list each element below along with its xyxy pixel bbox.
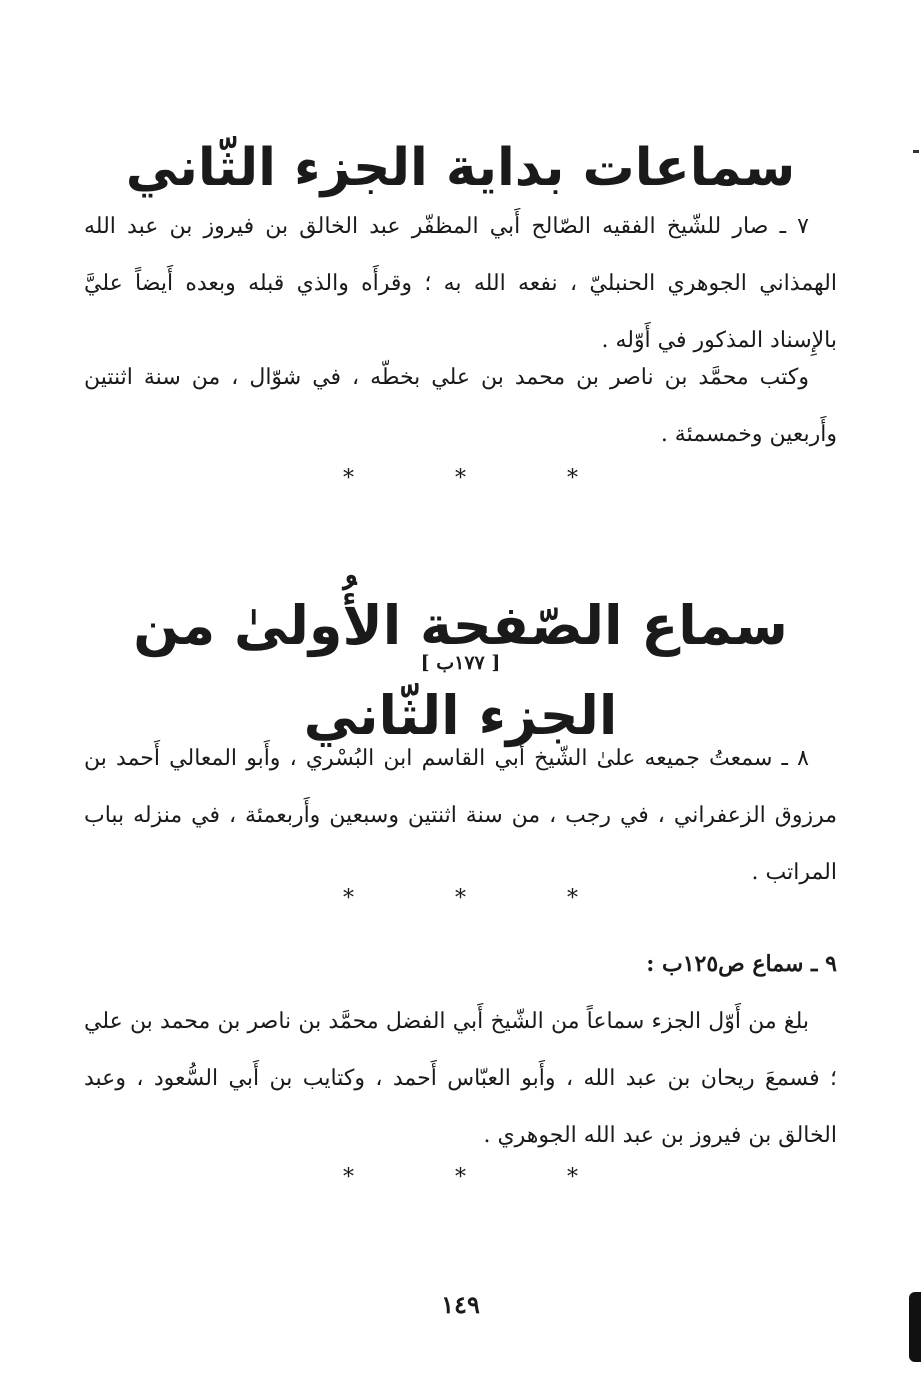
entry-8-text: ٨ ـ سمعتُ جميعه علىٰ الشّيخ أَبي القاسم ابن البُسْري ، وأَبو المعالي أَحمد بن مرزوق الزعفراني ، في رجب ، من سنة اثنتين وسبعين وأَربعمئة ، في منزله بباب المراتب . xyxy=(84,746,837,885)
folio-reference: [ ١٧٧ب ] xyxy=(420,652,501,674)
page-edge-mark xyxy=(909,1292,921,1362)
separator-star: * xyxy=(455,1165,466,1190)
entry-9-label: ٩ ـ سماع ص١٢٥ب : xyxy=(646,951,837,977)
separator-star: * xyxy=(567,466,578,491)
section-heading-1: سماعات بداية الجزء الثّاني xyxy=(125,137,796,198)
writer-note-text: وكتب محمَّد بن ناصر بن محمد بن علي بخطّه ، في شوّال ، من سنة اثنتين وأَربعين وخمسمئة . xyxy=(84,365,837,447)
separator-star: * xyxy=(343,886,354,911)
separator-star: * xyxy=(567,1165,578,1190)
separator-star: * xyxy=(567,886,578,911)
entry-8 xyxy=(84,730,837,901)
separator-stars-1 xyxy=(0,466,921,492)
entry-9 xyxy=(84,936,837,1164)
page-number: ١٤٩ xyxy=(441,1290,480,1319)
separator-star: * xyxy=(455,466,466,491)
separator-stars-3 xyxy=(0,1165,921,1191)
writer-note xyxy=(84,349,837,463)
entry-9-text: بلغ من أَوّل الجزء سماعاً من الشّيخ أَبي الفضل محمَّد بن ناصر بن محمد بن علي ؛ فسمعَ ريحان بن عبد الله ، وأَبو العبّاس أَحمد ، وكتايب بن أَبي السُّعود ، وعبد الخالق بن فيروز بن عبد الله الجوهري . xyxy=(84,1009,837,1148)
separator-star: * xyxy=(455,886,466,911)
separator-stars-2 xyxy=(0,886,921,912)
page-edge-tick xyxy=(913,150,919,153)
separator-star: * xyxy=(343,466,354,491)
separator-star: * xyxy=(343,1165,354,1190)
section-heading-2: سماع الصّفحة الأُولىٰ من الجزء الثّاني xyxy=(133,594,788,748)
entry-7-text: ٧ ـ صار للشّيخ الفقيه الصّالح أَبي المظفّر عبد الخالق بن فيروز بن عبد الله الهمذاني الجوهري الحنبليّ ، نفعه الله به ؛ وقرأَه والذي قبله وبعده أَيضاً عليَّ بالإِسناد المذكور في أَوّله . xyxy=(84,214,837,353)
entry-7 xyxy=(84,198,837,369)
